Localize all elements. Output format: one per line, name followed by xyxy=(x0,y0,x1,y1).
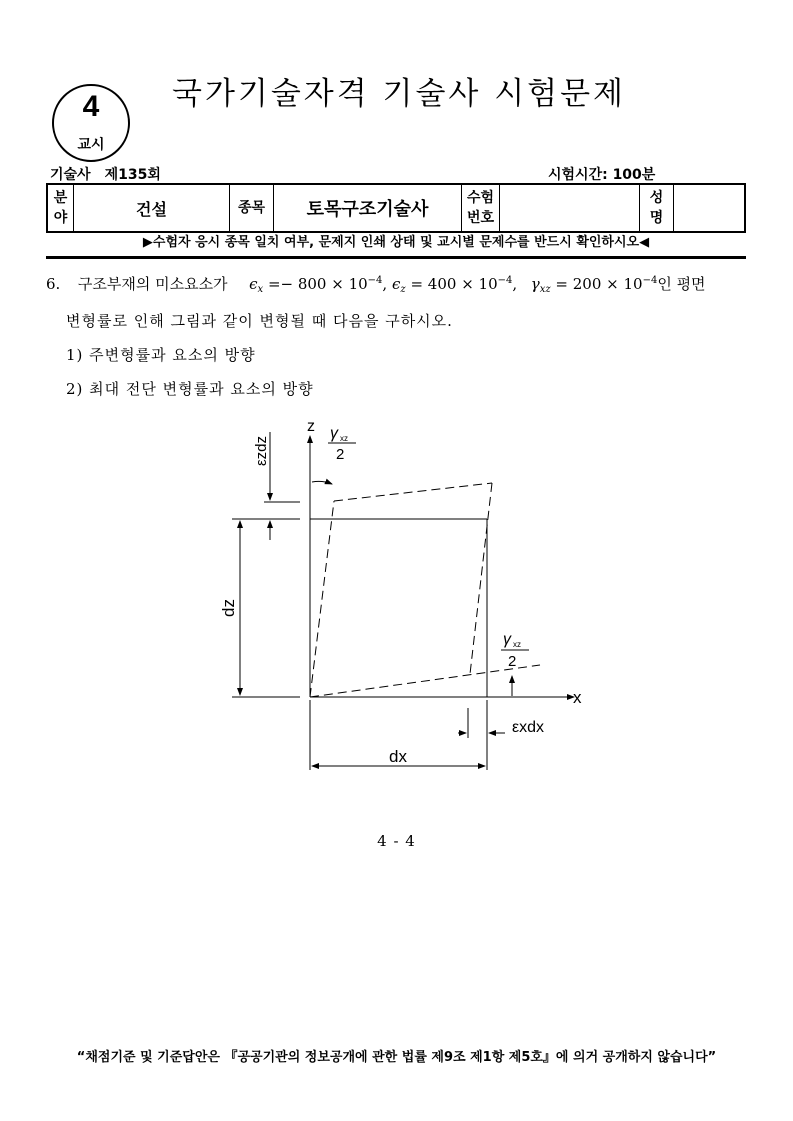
period-label: 교시 xyxy=(77,137,105,153)
shear-strain-formula: $\gamma_{xz} = 200 \times 10^{-4}$ xyxy=(530,275,658,295)
category-label: 종목 xyxy=(237,200,266,216)
page-number: 4 - 4 xyxy=(377,832,416,850)
x-axis-label: x xyxy=(573,688,582,707)
deformed-bottom-edge xyxy=(310,665,540,697)
question-line1-end: 인 평면 xyxy=(657,275,706,293)
gamma-top-symbol: γ xyxy=(330,425,338,442)
examinee-no-label-top: 수험 xyxy=(466,190,495,206)
question-line-2: 변형률로 인해 그림과 같이 변형될 때 다음을 구하시오. xyxy=(66,312,453,330)
footer-note: “채점기준 및 기준답안은 『공공기관의 정보공개에 관한 법률 제9조 제1항 제5호』에 의거 공개하지 않습니다” xyxy=(76,1050,717,1065)
gamma-top-subscript: xz xyxy=(340,434,348,443)
question-intro: 구조부재의 미소요소가 xyxy=(77,275,228,293)
question-part-1: 1) 주변형률과 요소의 방향 xyxy=(66,346,256,364)
deformed-left-edge xyxy=(310,501,334,697)
gamma-right-symbol: γ xyxy=(503,631,511,648)
question-part-2: 2) 최대 전단 변형률과 요소의 방향 xyxy=(66,380,314,398)
z-axis-label: z xyxy=(307,418,315,435)
deformed-right-edge xyxy=(470,483,492,674)
page-title: 국가기술자격 기술사 시험문제 xyxy=(172,76,627,112)
strain-x-formula: $\epsilon_x =- 800 \times 10^{-4}$, xyxy=(249,275,388,295)
category-value: 토목구조기술사 xyxy=(306,199,429,220)
field-label-top: 분 xyxy=(53,190,68,206)
gamma-right-subscript: xz xyxy=(513,640,521,649)
gamma-right-denominator: 2 xyxy=(508,653,517,670)
deformed-element xyxy=(310,483,540,697)
dz-label: dz xyxy=(219,599,238,617)
name-label-bottom: 명 xyxy=(649,210,664,226)
gamma-top-angle-arc xyxy=(312,481,332,484)
exam-type: 기술사 xyxy=(50,167,91,183)
gamma-half-top xyxy=(328,425,356,463)
name-label-top: 성 xyxy=(649,190,664,206)
field-value: 건설 xyxy=(136,199,167,219)
period-number: 4 xyxy=(82,90,100,123)
notice-text: ▶수험자 응시 종목 일치 여부, 문제지 인쇄 상태 및 교시별 문제수를 반드시 확인하시오◀ xyxy=(142,235,650,250)
question-number: 6. xyxy=(46,275,61,293)
examinee-no-label-bottom: 번호 xyxy=(466,210,495,226)
ez-dz-label: εzdz xyxy=(253,435,270,467)
dx-label: dx xyxy=(389,747,407,766)
ex-dx-label: εxdx xyxy=(512,719,545,736)
strain-z-formula: $\epsilon_z = 400 \times 10^{-4}$, xyxy=(391,275,518,295)
deformed-top-edge xyxy=(334,483,492,501)
exam-time: 시험시간: 100분 xyxy=(548,167,656,183)
field-label-bottom: 야 xyxy=(53,210,68,226)
gamma-top-denominator: 2 xyxy=(336,446,345,463)
gamma-half-right xyxy=(501,631,529,670)
exam-round: 제135회 xyxy=(104,167,161,183)
